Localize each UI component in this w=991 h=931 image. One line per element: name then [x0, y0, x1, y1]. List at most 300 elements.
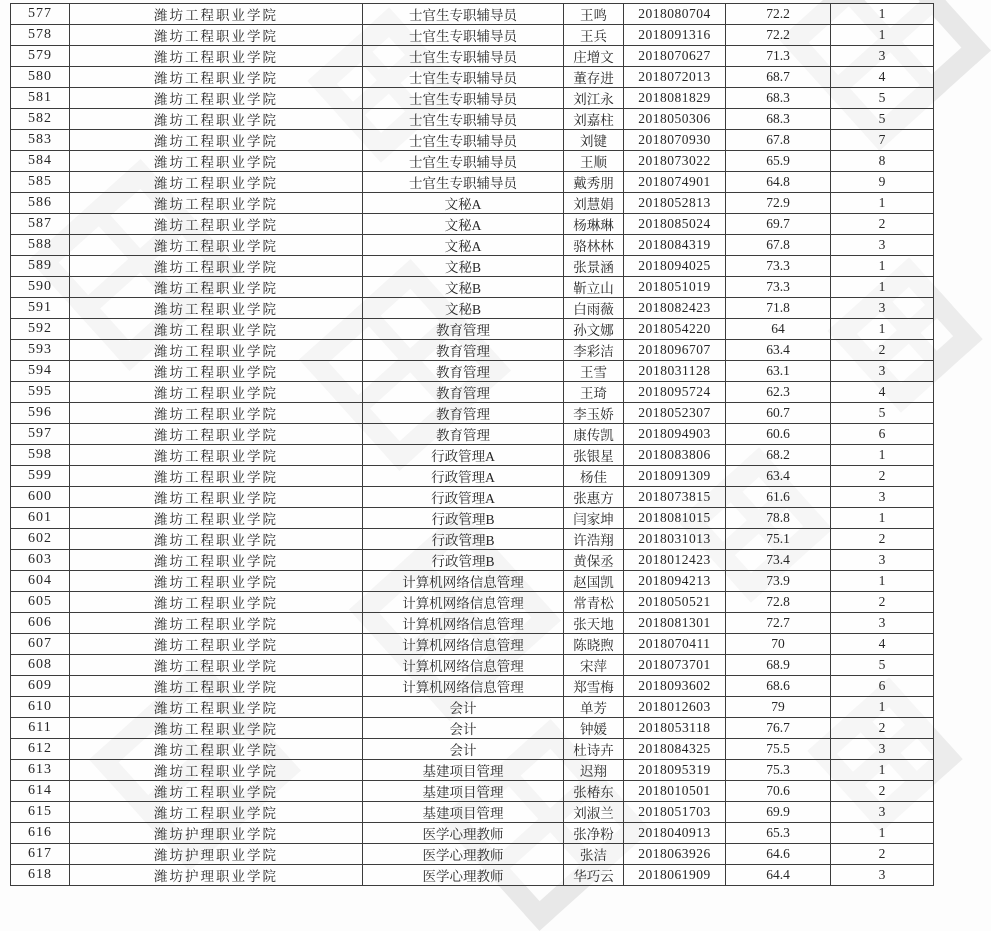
cell-serial-number: 613 [11, 760, 70, 781]
cell-score: 76.7 [726, 718, 831, 739]
cell-school: 潍坊工程职业学院 [70, 571, 363, 592]
table-row [11, 235, 934, 256]
cell-serial-number: 599 [11, 466, 70, 487]
cell-position: 士官生专职辅导员 [363, 88, 564, 109]
cell-score: 68.2 [726, 445, 831, 466]
cell-serial-number: 578 [11, 25, 70, 46]
cell-candidate-name: 李玉娇 [564, 403, 624, 424]
table-row [11, 529, 934, 550]
cell-position: 计算机网络信息管理 [363, 592, 564, 613]
table-row [11, 382, 934, 403]
cell-exam-id: 2018070411 [624, 634, 726, 655]
table-row [11, 487, 934, 508]
table-row [11, 697, 934, 718]
cell-serial-number: 597 [11, 424, 70, 445]
cell-candidate-name: 戴秀朋 [564, 172, 624, 193]
cell-position: 计算机网络信息管理 [363, 676, 564, 697]
cell-school: 潍坊工程职业学院 [70, 88, 363, 109]
cell-candidate-name: 骆林林 [564, 235, 624, 256]
cell-candidate-name: 王雪 [564, 361, 624, 382]
table-row [11, 865, 934, 886]
cell-exam-id: 2018095319 [624, 760, 726, 781]
table-row [11, 655, 934, 676]
cell-candidate-name: 刘嘉柱 [564, 109, 624, 130]
cell-candidate-name: 董存进 [564, 67, 624, 88]
cell-rank: 2 [831, 466, 934, 487]
table-row [11, 151, 934, 172]
cell-candidate-name: 张洁 [564, 844, 624, 865]
cell-serial-number: 614 [11, 781, 70, 802]
table-row [11, 781, 934, 802]
cell-candidate-name: 郑雪梅 [564, 676, 624, 697]
cell-exam-id: 2018051019 [624, 277, 726, 298]
score-table-body [11, 4, 934, 886]
cell-exam-id: 2018074901 [624, 172, 726, 193]
cell-position: 计算机网络信息管理 [363, 613, 564, 634]
cell-exam-id: 2018061909 [624, 865, 726, 886]
table-row [11, 760, 934, 781]
cell-serial-number: 611 [11, 718, 70, 739]
table-row [11, 4, 934, 25]
table-row [11, 298, 934, 319]
cell-rank: 3 [831, 235, 934, 256]
cell-serial-number: 598 [11, 445, 70, 466]
cell-position: 士官生专职辅导员 [363, 4, 564, 25]
cell-school: 潍坊护理职业学院 [70, 865, 363, 886]
cell-candidate-name: 张景涵 [564, 256, 624, 277]
cell-position: 文秘B [363, 298, 564, 319]
cell-position: 基建项目管理 [363, 802, 564, 823]
cell-rank: 5 [831, 403, 934, 424]
cell-position: 文秘A [363, 214, 564, 235]
cell-serial-number: 604 [11, 571, 70, 592]
cell-school: 潍坊护理职业学院 [70, 823, 363, 844]
cell-position: 教育管理 [363, 382, 564, 403]
cell-serial-number: 594 [11, 361, 70, 382]
cell-position: 教育管理 [363, 319, 564, 340]
table-row [11, 88, 934, 109]
table-row [11, 466, 934, 487]
cell-school: 潍坊工程职业学院 [70, 109, 363, 130]
cell-exam-id: 2018081829 [624, 88, 726, 109]
cell-score: 67.8 [726, 130, 831, 151]
cell-rank: 1 [831, 823, 934, 844]
cell-score: 68.3 [726, 109, 831, 130]
table-row [11, 613, 934, 634]
cell-rank: 1 [831, 25, 934, 46]
cell-position: 文秘A [363, 235, 564, 256]
cell-school: 潍坊工程职业学院 [70, 25, 363, 46]
cell-exam-id: 2018051703 [624, 802, 726, 823]
cell-position: 行政管理B [363, 529, 564, 550]
cell-position: 行政管理A [363, 487, 564, 508]
cell-score: 73.9 [726, 571, 831, 592]
cell-candidate-name: 张天地 [564, 613, 624, 634]
cell-exam-id: 2018073701 [624, 655, 726, 676]
table-row [11, 340, 934, 361]
cell-score: 64.6 [726, 844, 831, 865]
cell-position: 教育管理 [363, 340, 564, 361]
cell-rank: 3 [831, 361, 934, 382]
cell-rank: 6 [831, 424, 934, 445]
cell-candidate-name: 王鸣 [564, 4, 624, 25]
cell-school: 潍坊工程职业学院 [70, 487, 363, 508]
table-row [11, 844, 934, 865]
cell-position: 士官生专职辅导员 [363, 172, 564, 193]
cell-serial-number: 608 [11, 655, 70, 676]
cell-exam-id: 2018040913 [624, 823, 726, 844]
cell-school: 潍坊工程职业学院 [70, 550, 363, 571]
cell-score: 68.7 [726, 67, 831, 88]
cell-serial-number: 600 [11, 487, 70, 508]
cell-serial-number: 618 [11, 865, 70, 886]
cell-score: 67.8 [726, 235, 831, 256]
table-row [11, 802, 934, 823]
cell-score: 75.5 [726, 739, 831, 760]
cell-position: 士官生专职辅导员 [363, 109, 564, 130]
cell-exam-id: 2018053118 [624, 718, 726, 739]
cell-score: 79 [726, 697, 831, 718]
cell-exam-id: 2018085024 [624, 214, 726, 235]
cell-school: 潍坊工程职业学院 [70, 193, 363, 214]
table-row [11, 130, 934, 151]
cell-school: 潍坊工程职业学院 [70, 235, 363, 256]
cell-serial-number: 596 [11, 403, 70, 424]
cell-candidate-name: 华巧云 [564, 865, 624, 886]
cell-score: 68.3 [726, 88, 831, 109]
table-row [11, 823, 934, 844]
cell-school: 潍坊工程职业学院 [70, 676, 363, 697]
table-row [11, 550, 934, 571]
cell-exam-id: 2018012423 [624, 550, 726, 571]
cell-serial-number: 580 [11, 67, 70, 88]
cell-serial-number: 616 [11, 823, 70, 844]
cell-candidate-name: 迟翔 [564, 760, 624, 781]
cell-score: 69.9 [726, 802, 831, 823]
cell-exam-id: 2018010501 [624, 781, 726, 802]
cell-candidate-name: 刘淑兰 [564, 802, 624, 823]
cell-score: 78.8 [726, 508, 831, 529]
table-row [11, 739, 934, 760]
cell-score: 70 [726, 634, 831, 655]
cell-serial-number: 609 [11, 676, 70, 697]
cell-serial-number: 607 [11, 634, 70, 655]
cell-school: 潍坊工程职业学院 [70, 697, 363, 718]
cell-exam-id: 2018095724 [624, 382, 726, 403]
cell-candidate-name: 庄增文 [564, 46, 624, 67]
cell-serial-number: 601 [11, 508, 70, 529]
cell-exam-id: 2018094903 [624, 424, 726, 445]
cell-school: 潍坊工程职业学院 [70, 508, 363, 529]
cell-score: 73.3 [726, 277, 831, 298]
cell-school: 潍坊工程职业学院 [70, 592, 363, 613]
cell-candidate-name: 王顺 [564, 151, 624, 172]
cell-score: 60.6 [726, 424, 831, 445]
cell-score: 61.6 [726, 487, 831, 508]
cell-position: 行政管理A [363, 445, 564, 466]
cell-rank: 2 [831, 340, 934, 361]
cell-serial-number: 593 [11, 340, 70, 361]
cell-exam-id: 2018073815 [624, 487, 726, 508]
cell-rank: 4 [831, 634, 934, 655]
cell-school: 潍坊工程职业学院 [70, 718, 363, 739]
cell-serial-number: 610 [11, 697, 70, 718]
cell-serial-number: 591 [11, 298, 70, 319]
table-row [11, 718, 934, 739]
cell-serial-number: 592 [11, 319, 70, 340]
cell-exam-id: 2018081015 [624, 508, 726, 529]
cell-exam-id: 2018050521 [624, 592, 726, 613]
cell-position: 行政管理B [363, 550, 564, 571]
cell-serial-number: 587 [11, 214, 70, 235]
cell-rank: 1 [831, 319, 934, 340]
cell-candidate-name: 刘慧娟 [564, 193, 624, 214]
cell-school: 潍坊工程职业学院 [70, 445, 363, 466]
cell-exam-id: 2018052813 [624, 193, 726, 214]
cell-score: 70.6 [726, 781, 831, 802]
table-row [11, 403, 934, 424]
table-row [11, 109, 934, 130]
cell-rank: 2 [831, 529, 934, 550]
cell-school: 潍坊工程职业学院 [70, 403, 363, 424]
cell-serial-number: 590 [11, 277, 70, 298]
cell-school: 潍坊工程职业学院 [70, 739, 363, 760]
cell-candidate-name: 许浩翔 [564, 529, 624, 550]
cell-score: 75.3 [726, 760, 831, 781]
cell-exam-id: 2018083806 [624, 445, 726, 466]
cell-candidate-name: 张银星 [564, 445, 624, 466]
cell-candidate-name: 白雨薇 [564, 298, 624, 319]
cell-school: 潍坊工程职业学院 [70, 760, 363, 781]
cell-position: 文秘B [363, 256, 564, 277]
cell-score: 63.4 [726, 340, 831, 361]
cell-position: 会计 [363, 739, 564, 760]
cell-exam-id: 2018084319 [624, 235, 726, 256]
cell-school: 潍坊工程职业学院 [70, 424, 363, 445]
cell-serial-number: 602 [11, 529, 70, 550]
cell-school: 潍坊工程职业学院 [70, 46, 363, 67]
cell-exam-id: 2018031013 [624, 529, 726, 550]
cell-rank: 1 [831, 697, 934, 718]
cell-candidate-name: 宋萍 [564, 655, 624, 676]
cell-position: 士官生专职辅导员 [363, 151, 564, 172]
cell-school: 潍坊工程职业学院 [70, 277, 363, 298]
table-row [11, 676, 934, 697]
cell-rank: 4 [831, 67, 934, 88]
cell-exam-id: 2018052307 [624, 403, 726, 424]
cell-candidate-name: 陈晓煦 [564, 634, 624, 655]
cell-school: 潍坊护理职业学院 [70, 844, 363, 865]
table-row [11, 571, 934, 592]
cell-exam-id: 2018050306 [624, 109, 726, 130]
cell-candidate-name: 孙文娜 [564, 319, 624, 340]
cell-position: 文秘B [363, 277, 564, 298]
cell-position: 基建项目管理 [363, 781, 564, 802]
cell-exam-id: 2018054220 [624, 319, 726, 340]
cell-rank: 2 [831, 781, 934, 802]
cell-serial-number: 605 [11, 592, 70, 613]
cell-rank: 1 [831, 445, 934, 466]
cell-rank: 2 [831, 844, 934, 865]
cell-candidate-name: 王琦 [564, 382, 624, 403]
cell-position: 教育管理 [363, 403, 564, 424]
cell-rank: 2 [831, 592, 934, 613]
cell-score: 64.8 [726, 172, 831, 193]
cell-rank: 1 [831, 193, 934, 214]
cell-exam-id: 2018091309 [624, 466, 726, 487]
cell-position: 行政管理B [363, 508, 564, 529]
cell-score: 60.7 [726, 403, 831, 424]
cell-rank: 5 [831, 655, 934, 676]
cell-rank: 1 [831, 571, 934, 592]
cell-candidate-name: 黄保丞 [564, 550, 624, 571]
cell-rank: 1 [831, 4, 934, 25]
cell-school: 潍坊工程职业学院 [70, 319, 363, 340]
cell-score: 72.9 [726, 193, 831, 214]
cell-score: 63.4 [726, 466, 831, 487]
table-row [11, 193, 934, 214]
table-row [11, 592, 934, 613]
table-row [11, 214, 934, 235]
cell-school: 潍坊工程职业学院 [70, 67, 363, 88]
cell-position: 士官生专职辅导员 [363, 130, 564, 151]
cell-score: 65.3 [726, 823, 831, 844]
cell-exam-id: 2018070627 [624, 46, 726, 67]
cell-school: 潍坊工程职业学院 [70, 361, 363, 382]
cell-serial-number: 582 [11, 109, 70, 130]
cell-school: 潍坊工程职业学院 [70, 298, 363, 319]
cell-score: 69.7 [726, 214, 831, 235]
cell-exam-id: 2018093602 [624, 676, 726, 697]
cell-candidate-name: 靳立山 [564, 277, 624, 298]
cell-serial-number: 615 [11, 802, 70, 823]
cell-position: 计算机网络信息管理 [363, 634, 564, 655]
cell-candidate-name: 单芳 [564, 697, 624, 718]
cell-candidate-name: 李彩洁 [564, 340, 624, 361]
cell-candidate-name: 张净粉 [564, 823, 624, 844]
cell-rank: 8 [831, 151, 934, 172]
cell-school: 潍坊工程职业学院 [70, 172, 363, 193]
cell-score: 73.4 [726, 550, 831, 571]
cell-school: 潍坊工程职业学院 [70, 613, 363, 634]
cell-rank: 5 [831, 109, 934, 130]
cell-score: 71.8 [726, 298, 831, 319]
cell-school: 潍坊工程职业学院 [70, 151, 363, 172]
cell-rank: 3 [831, 487, 934, 508]
cell-school: 潍坊工程职业学院 [70, 130, 363, 151]
cell-position: 医学心理教师 [363, 844, 564, 865]
cell-candidate-name: 杨佳 [564, 466, 624, 487]
cell-exam-id: 2018063926 [624, 844, 726, 865]
cell-exam-id: 2018080704 [624, 4, 726, 25]
table-row [11, 46, 934, 67]
cell-exam-id: 2018096707 [624, 340, 726, 361]
cell-position: 教育管理 [363, 361, 564, 382]
cell-rank: 2 [831, 214, 934, 235]
cell-rank: 1 [831, 277, 934, 298]
table-row [11, 361, 934, 382]
table-row [11, 424, 934, 445]
table-row [11, 67, 934, 88]
cell-exam-id: 2018072013 [624, 67, 726, 88]
cell-score: 75.1 [726, 529, 831, 550]
cell-score: 65.9 [726, 151, 831, 172]
cell-position: 医学心理教师 [363, 865, 564, 886]
cell-rank: 5 [831, 88, 934, 109]
cell-serial-number: 617 [11, 844, 70, 865]
cell-serial-number: 595 [11, 382, 70, 403]
cell-position: 士官生专职辅导员 [363, 67, 564, 88]
cell-serial-number: 581 [11, 88, 70, 109]
cell-candidate-name: 杨琳琳 [564, 214, 624, 235]
cell-candidate-name: 杜诗卉 [564, 739, 624, 760]
table-row [11, 277, 934, 298]
cell-rank: 3 [831, 46, 934, 67]
cell-serial-number: 589 [11, 256, 70, 277]
cell-score: 72.7 [726, 613, 831, 634]
cell-position: 计算机网络信息管理 [363, 571, 564, 592]
cell-exam-id: 2018082423 [624, 298, 726, 319]
cell-exam-id: 2018012603 [624, 697, 726, 718]
cell-rank: 7 [831, 130, 934, 151]
cell-score: 64.4 [726, 865, 831, 886]
cell-school: 潍坊工程职业学院 [70, 214, 363, 235]
cell-exam-id: 2018073022 [624, 151, 726, 172]
cell-rank: 3 [831, 613, 934, 634]
cell-position: 士官生专职辅导员 [363, 25, 564, 46]
cell-position: 医学心理教师 [363, 823, 564, 844]
cell-exam-id: 2018091316 [624, 25, 726, 46]
cell-score: 73.3 [726, 256, 831, 277]
cell-position: 教育管理 [363, 424, 564, 445]
cell-position: 会计 [363, 697, 564, 718]
cell-school: 潍坊工程职业学院 [70, 634, 363, 655]
cell-rank: 2 [831, 718, 934, 739]
cell-candidate-name: 常青松 [564, 592, 624, 613]
table-row [11, 634, 934, 655]
cell-candidate-name: 钟媛 [564, 718, 624, 739]
cell-exam-id: 2018094025 [624, 256, 726, 277]
cell-serial-number: 583 [11, 130, 70, 151]
cell-score: 72.8 [726, 592, 831, 613]
cell-school: 潍坊工程职业学院 [70, 529, 363, 550]
table-row [11, 256, 934, 277]
table-row [11, 508, 934, 529]
cell-serial-number: 584 [11, 151, 70, 172]
cell-rank: 1 [831, 508, 934, 529]
cell-serial-number: 577 [11, 4, 70, 25]
cell-rank: 4 [831, 382, 934, 403]
cell-score: 68.6 [726, 676, 831, 697]
cell-exam-id: 2018094213 [624, 571, 726, 592]
cell-school: 潍坊工程职业学院 [70, 4, 363, 25]
cell-position: 计算机网络信息管理 [363, 655, 564, 676]
table-row [11, 25, 934, 46]
cell-serial-number: 585 [11, 172, 70, 193]
cell-rank: 3 [831, 298, 934, 319]
cell-rank: 3 [831, 550, 934, 571]
cell-rank: 1 [831, 760, 934, 781]
cell-candidate-name: 闫家坤 [564, 508, 624, 529]
cell-score: 71.3 [726, 46, 831, 67]
cell-rank: 9 [831, 172, 934, 193]
cell-serial-number: 603 [11, 550, 70, 571]
cell-exam-id: 2018081301 [624, 613, 726, 634]
cell-candidate-name: 赵国凯 [564, 571, 624, 592]
cell-school: 潍坊工程职业学院 [70, 340, 363, 361]
cell-school: 潍坊工程职业学院 [70, 655, 363, 676]
cell-candidate-name: 刘键 [564, 130, 624, 151]
